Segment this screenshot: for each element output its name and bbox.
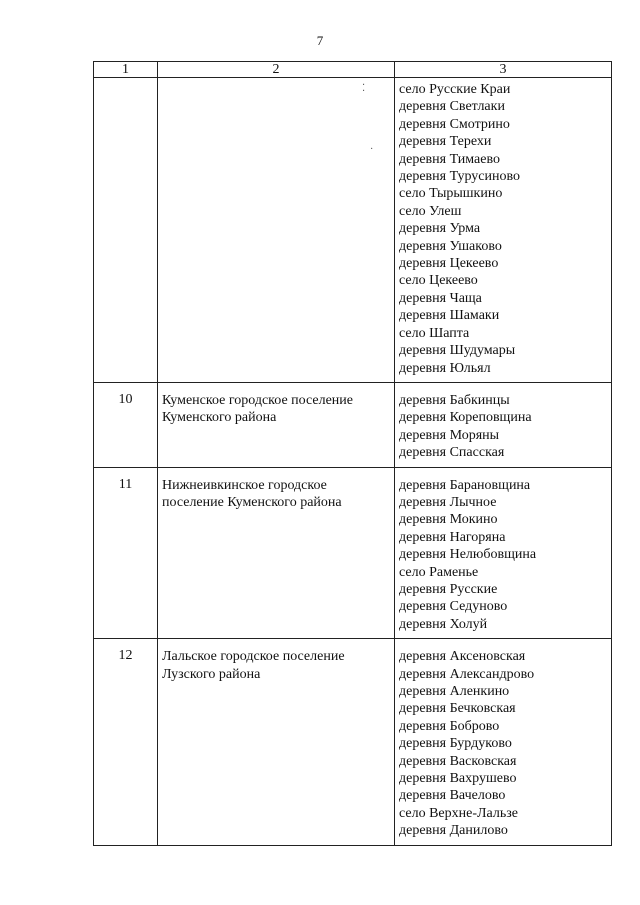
header-col-3: 3	[395, 62, 612, 78]
row-number: 10	[94, 382, 158, 467]
place-item: деревня Лычное	[399, 494, 497, 510]
place-item: село Шапта	[399, 325, 470, 341]
place-item: деревня Вачелово	[399, 788, 506, 804]
place-item: деревня Мокино	[399, 512, 498, 528]
place-item: деревня Ушаково	[399, 238, 502, 254]
place-item: село Русские Краи	[399, 82, 511, 97]
place-item: деревня Юльял	[399, 360, 491, 376]
place-item: деревня Аленкино	[399, 684, 510, 699]
table-header	[94, 62, 612, 78]
settlement-name: Куменское городское поселение Куменского района	[158, 382, 395, 467]
place-item: деревня Бурдуково	[399, 736, 512, 752]
page-number: 7	[316, 33, 324, 48]
place-item: село Цекеево	[399, 273, 478, 289]
place-item: деревня Аксеновская	[399, 649, 526, 665]
row-number: 11	[94, 467, 158, 639]
place-item: деревня Васковская	[399, 753, 517, 769]
scan-speck: ·	[370, 144, 374, 155]
place-item: деревня Барановщина	[399, 477, 531, 493]
place-item: деревня Нелюбовщина	[399, 547, 537, 563]
place-item: деревня Бабкинцы	[399, 392, 510, 408]
scan-speck: ⁚	[362, 83, 366, 94]
place-item: деревня Терехи	[399, 134, 492, 150]
place-item: деревня Кореповщина	[399, 410, 532, 426]
header-row	[94, 62, 612, 78]
place-item: деревня Нагоряна	[399, 529, 506, 545]
place-item: деревня Светлаки	[399, 99, 505, 115]
place-item: деревня Моряны	[399, 427, 500, 443]
header-col-2: 2	[158, 62, 395, 78]
place-item: деревня Вахрушево	[399, 771, 517, 787]
place-item: деревня Александрово	[399, 666, 535, 682]
table-row	[94, 382, 612, 467]
place-item: деревня Бечковская	[399, 701, 516, 717]
place-item: деревня Урма	[399, 221, 481, 237]
settlement-name: Лальское городское поселение Лузского района	[158, 639, 395, 845]
place-item: село Раменье	[399, 564, 479, 580]
place-item: деревня Тимаево	[399, 151, 500, 167]
settlement-name: Нижнеивкинское городское поселение Куменского района	[158, 467, 395, 639]
place-item: деревня Шамаки	[399, 308, 500, 324]
place-item: село Тырышкино	[399, 186, 503, 202]
settlements-table	[93, 61, 612, 846]
places-cell	[395, 78, 612, 383]
places-cell	[395, 382, 612, 467]
places-cell	[395, 639, 612, 845]
place-item: деревня Цекеево	[399, 256, 499, 272]
settlement-name	[158, 78, 395, 383]
table-body	[94, 78, 612, 846]
place-item: деревня Боброво	[399, 718, 500, 734]
place-item: деревня Турусиново	[399, 169, 520, 185]
table-row	[94, 467, 612, 639]
places-cell	[395, 467, 612, 639]
place-item: деревня Холуй	[399, 616, 488, 632]
place-item: деревня Смотрино	[399, 116, 510, 132]
place-item: деревня Седуново	[399, 599, 508, 615]
place-item: деревня Чаща	[399, 290, 482, 306]
row-number	[94, 78, 158, 383]
header-col-1: 1	[94, 62, 158, 78]
place-item: деревня Русские	[399, 581, 498, 597]
table-row	[94, 78, 612, 383]
place-item: село Улеш	[399, 203, 462, 219]
place-item: деревня Данилово	[399, 823, 508, 839]
table-row	[94, 639, 612, 845]
place-item: деревня Спасская	[399, 445, 505, 461]
place-item: деревня Шудумары	[399, 343, 516, 359]
place-item: село Верхне-Лальзе	[399, 805, 518, 821]
row-number: 12	[94, 639, 158, 845]
